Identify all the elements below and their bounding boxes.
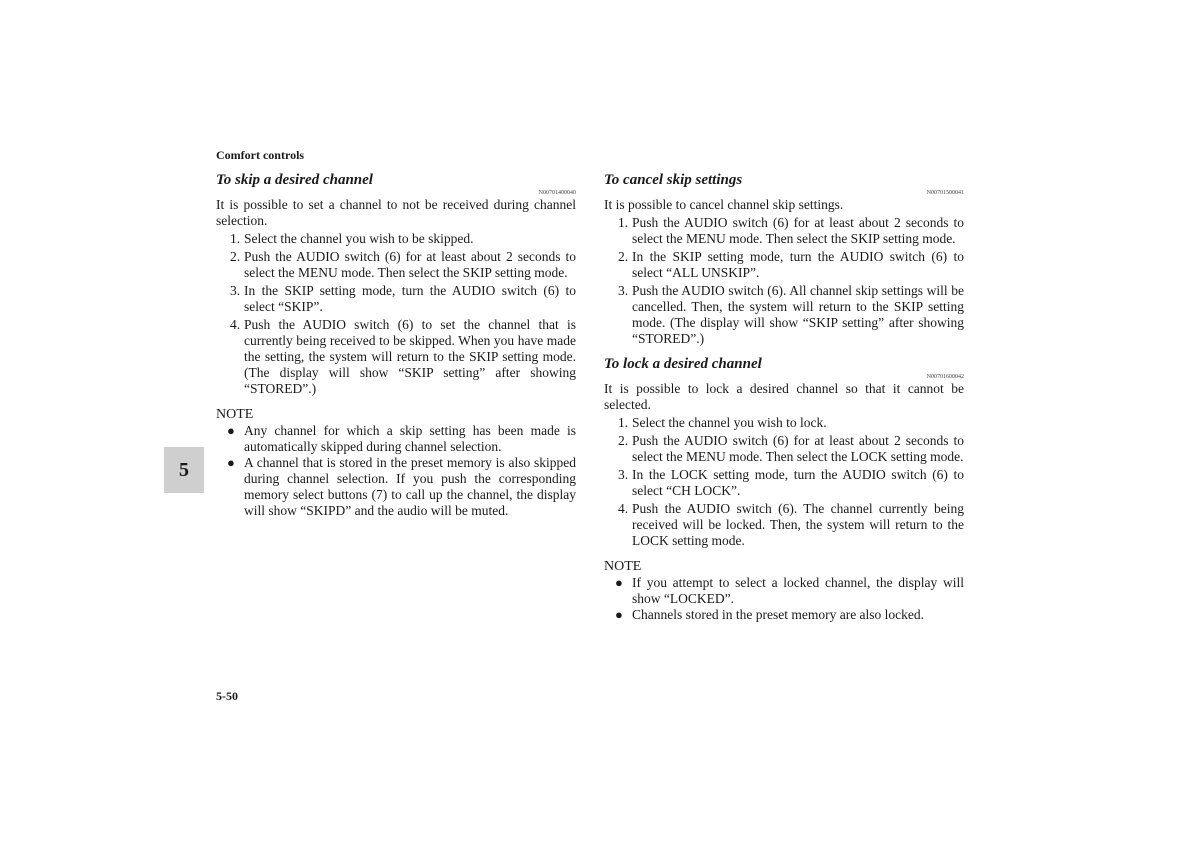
step-text: Push the AUDIO switch (6). The channel currently being received will be locked. Then, the system will return to the LOCK setting mode.	[632, 501, 964, 548]
step-item	[216, 283, 576, 315]
step-text: In the SKIP setting mode, turn the AUDIO switch (6) to select “SKIP”.	[244, 283, 576, 314]
step-item	[604, 467, 964, 499]
step-number: 1.	[618, 415, 629, 430]
step-item	[604, 501, 964, 549]
step-number: 2.	[618, 249, 629, 264]
step-item	[216, 249, 576, 281]
section-code: N00701400040	[538, 190, 576, 196]
left-column	[216, 171, 576, 519]
note-text: If you attempt to select a locked channel, the display will show “LOCKED”.	[632, 575, 964, 606]
section-code: N00701600042	[926, 374, 964, 380]
bullet-icon: ●	[227, 455, 235, 470]
step-text: Select the channel you wish to lock.	[632, 415, 827, 430]
step-text: In the LOCK setting mode, turn the AUDIO switch (6) to select “CH LOCK”.	[632, 467, 964, 498]
page-number: 5-50	[216, 689, 238, 703]
bullet-icon: ●	[615, 575, 623, 590]
step-item	[604, 249, 964, 281]
note-text: Channels stored in the preset memory are also locked.	[632, 607, 925, 622]
chapter-tab	[164, 447, 204, 493]
bullet-icon: ●	[227, 423, 235, 438]
section-title-skip: To skip a desired channel	[216, 172, 373, 188]
step-number: 2.	[230, 249, 241, 264]
step-item	[604, 433, 964, 465]
section-code: N00701500041	[926, 190, 964, 196]
step-item	[604, 215, 964, 247]
step-number: 3.	[618, 283, 629, 298]
chapter-number: 5	[179, 458, 189, 481]
section-intro: It is possible to set a channel to not be received during channel selection.	[216, 197, 576, 228]
step-text: Push the AUDIO switch (6) for at least about 2 seconds to select the MENU mode. Then select the SKIP setting mode.	[244, 249, 576, 280]
running-header: Comfort controls	[216, 148, 305, 162]
notes-list	[604, 575, 964, 623]
section-intro: It is possible to lock a desired channel so that it cannot be selected.	[604, 381, 964, 412]
step-item	[216, 317, 576, 397]
step-text: Push the AUDIO switch (6). All channel skip settings will be cancelled. Then, the system will return to the SKIP setting mode. (The display will show “SKIP setting” after showing “STORED”.)	[632, 283, 964, 346]
step-number: 4.	[230, 317, 241, 332]
note-label: NOTE	[604, 559, 642, 574]
step-item	[604, 283, 964, 347]
bullet-icon: ●	[615, 607, 623, 622]
step-number: 1.	[230, 231, 241, 246]
note-item	[216, 423, 576, 455]
note-item	[604, 607, 964, 623]
steps-list	[604, 215, 964, 347]
note-item	[216, 455, 576, 519]
step-text: Push the AUDIO switch (6) to set the channel that is currently being received to be skipped. When you have made the setting, the system will return to the SKIP setting mode. (The display will show “SKIP setting” after showing “STORED”.)	[244, 317, 576, 396]
section-title-cancel-skip: To cancel skip settings	[604, 172, 743, 188]
section-title-lock: To lock a desired channel	[604, 356, 762, 372]
note-text: A channel that is stored in the preset memory is also skipped during channel selection. If you push the corresponding memory select buttons (7) to call up the channel, the display will show “SKIPD” and the audio will be muted.	[244, 455, 576, 518]
step-number: 3.	[230, 283, 241, 298]
notes-list	[216, 423, 576, 519]
note-text: Any channel for which a skip setting has been made is automatically skipped during channel selection.	[244, 423, 576, 454]
note-item	[604, 575, 964, 607]
step-number: 1.	[618, 215, 629, 230]
step-text: Push the AUDIO switch (6) for at least about 2 seconds to select the MENU mode. Then select the LOCK setting mode.	[632, 433, 964, 464]
right-column	[604, 171, 964, 623]
step-number: 2.	[618, 433, 629, 448]
step-item	[604, 415, 964, 431]
step-number: 4.	[618, 501, 629, 516]
step-text: Select the channel you wish to be skipped.	[244, 231, 474, 246]
step-number: 3.	[618, 467, 629, 482]
section-intro: It is possible to cancel channel skip settings.	[604, 197, 844, 212]
step-item	[216, 231, 576, 247]
step-text: Push the AUDIO switch (6) for at least about 2 seconds to select the MENU mode. Then select the SKIP setting mode.	[632, 215, 964, 246]
note-label: NOTE	[216, 407, 254, 422]
steps-list	[604, 415, 964, 549]
steps-list	[216, 231, 576, 397]
step-text: In the SKIP setting mode, turn the AUDIO switch (6) to select “ALL UNSKIP”.	[632, 249, 964, 280]
